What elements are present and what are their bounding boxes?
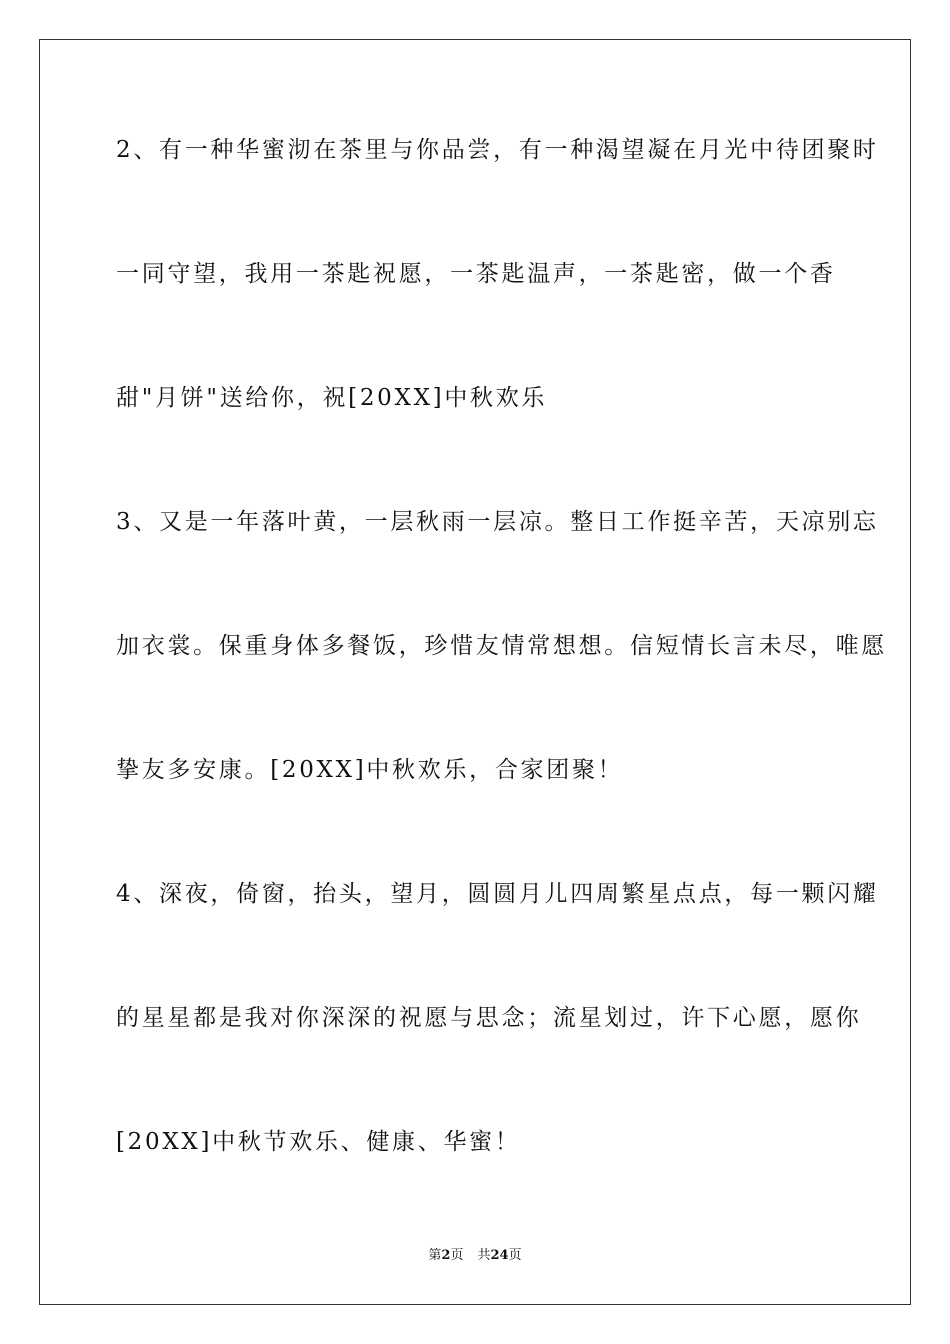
total-label-suffix: 页 (508, 1248, 522, 1263)
text-line: 2、有一种华蜜沏在茶里与你品尝，有一种渴望凝在月光中待团聚时 (116, 137, 879, 163)
current-page-number: 2 (441, 1248, 451, 1263)
text-line: 3、又是一年落叶黄，一层秋雨一层凉。整日工作挺辛苦，天凉别忘 (116, 509, 879, 535)
text-line: 一同守望，我用一茶匙祝愿，一茶匙温声，一茶匙密，做一个香 (116, 261, 836, 287)
total-pages-number: 24 (490, 1248, 509, 1263)
page-label-prefix: 第 (428, 1248, 442, 1263)
text-line: 甜"月饼"送给你，祝[20XX]中秋欢乐 (116, 385, 548, 411)
page-footer (0, 1247, 950, 1265)
page-border (39, 39, 911, 1305)
text-line: 4、深夜，倚窗，抬头，望月，圆圆月儿四周繁星点点，每一颗闪耀 (116, 881, 879, 907)
text-line: 的星星都是我对你深深的祝愿与思念；流星划过，许下心愿，愿你 (116, 1005, 862, 1031)
text-line: 加衣裳。保重身体多餐饭，珍惜友情常想想。信短情长言未尽，唯愿 (116, 633, 887, 659)
text-line: [20XX]中秋节欢乐、健康、华蜜！ (116, 1129, 521, 1155)
page-label-suffix: 页 (450, 1248, 464, 1263)
text-line: 挚友多安康。[20XX]中秋欢乐，合家团聚！ (116, 757, 624, 783)
total-label-prefix: 共 (477, 1248, 491, 1263)
